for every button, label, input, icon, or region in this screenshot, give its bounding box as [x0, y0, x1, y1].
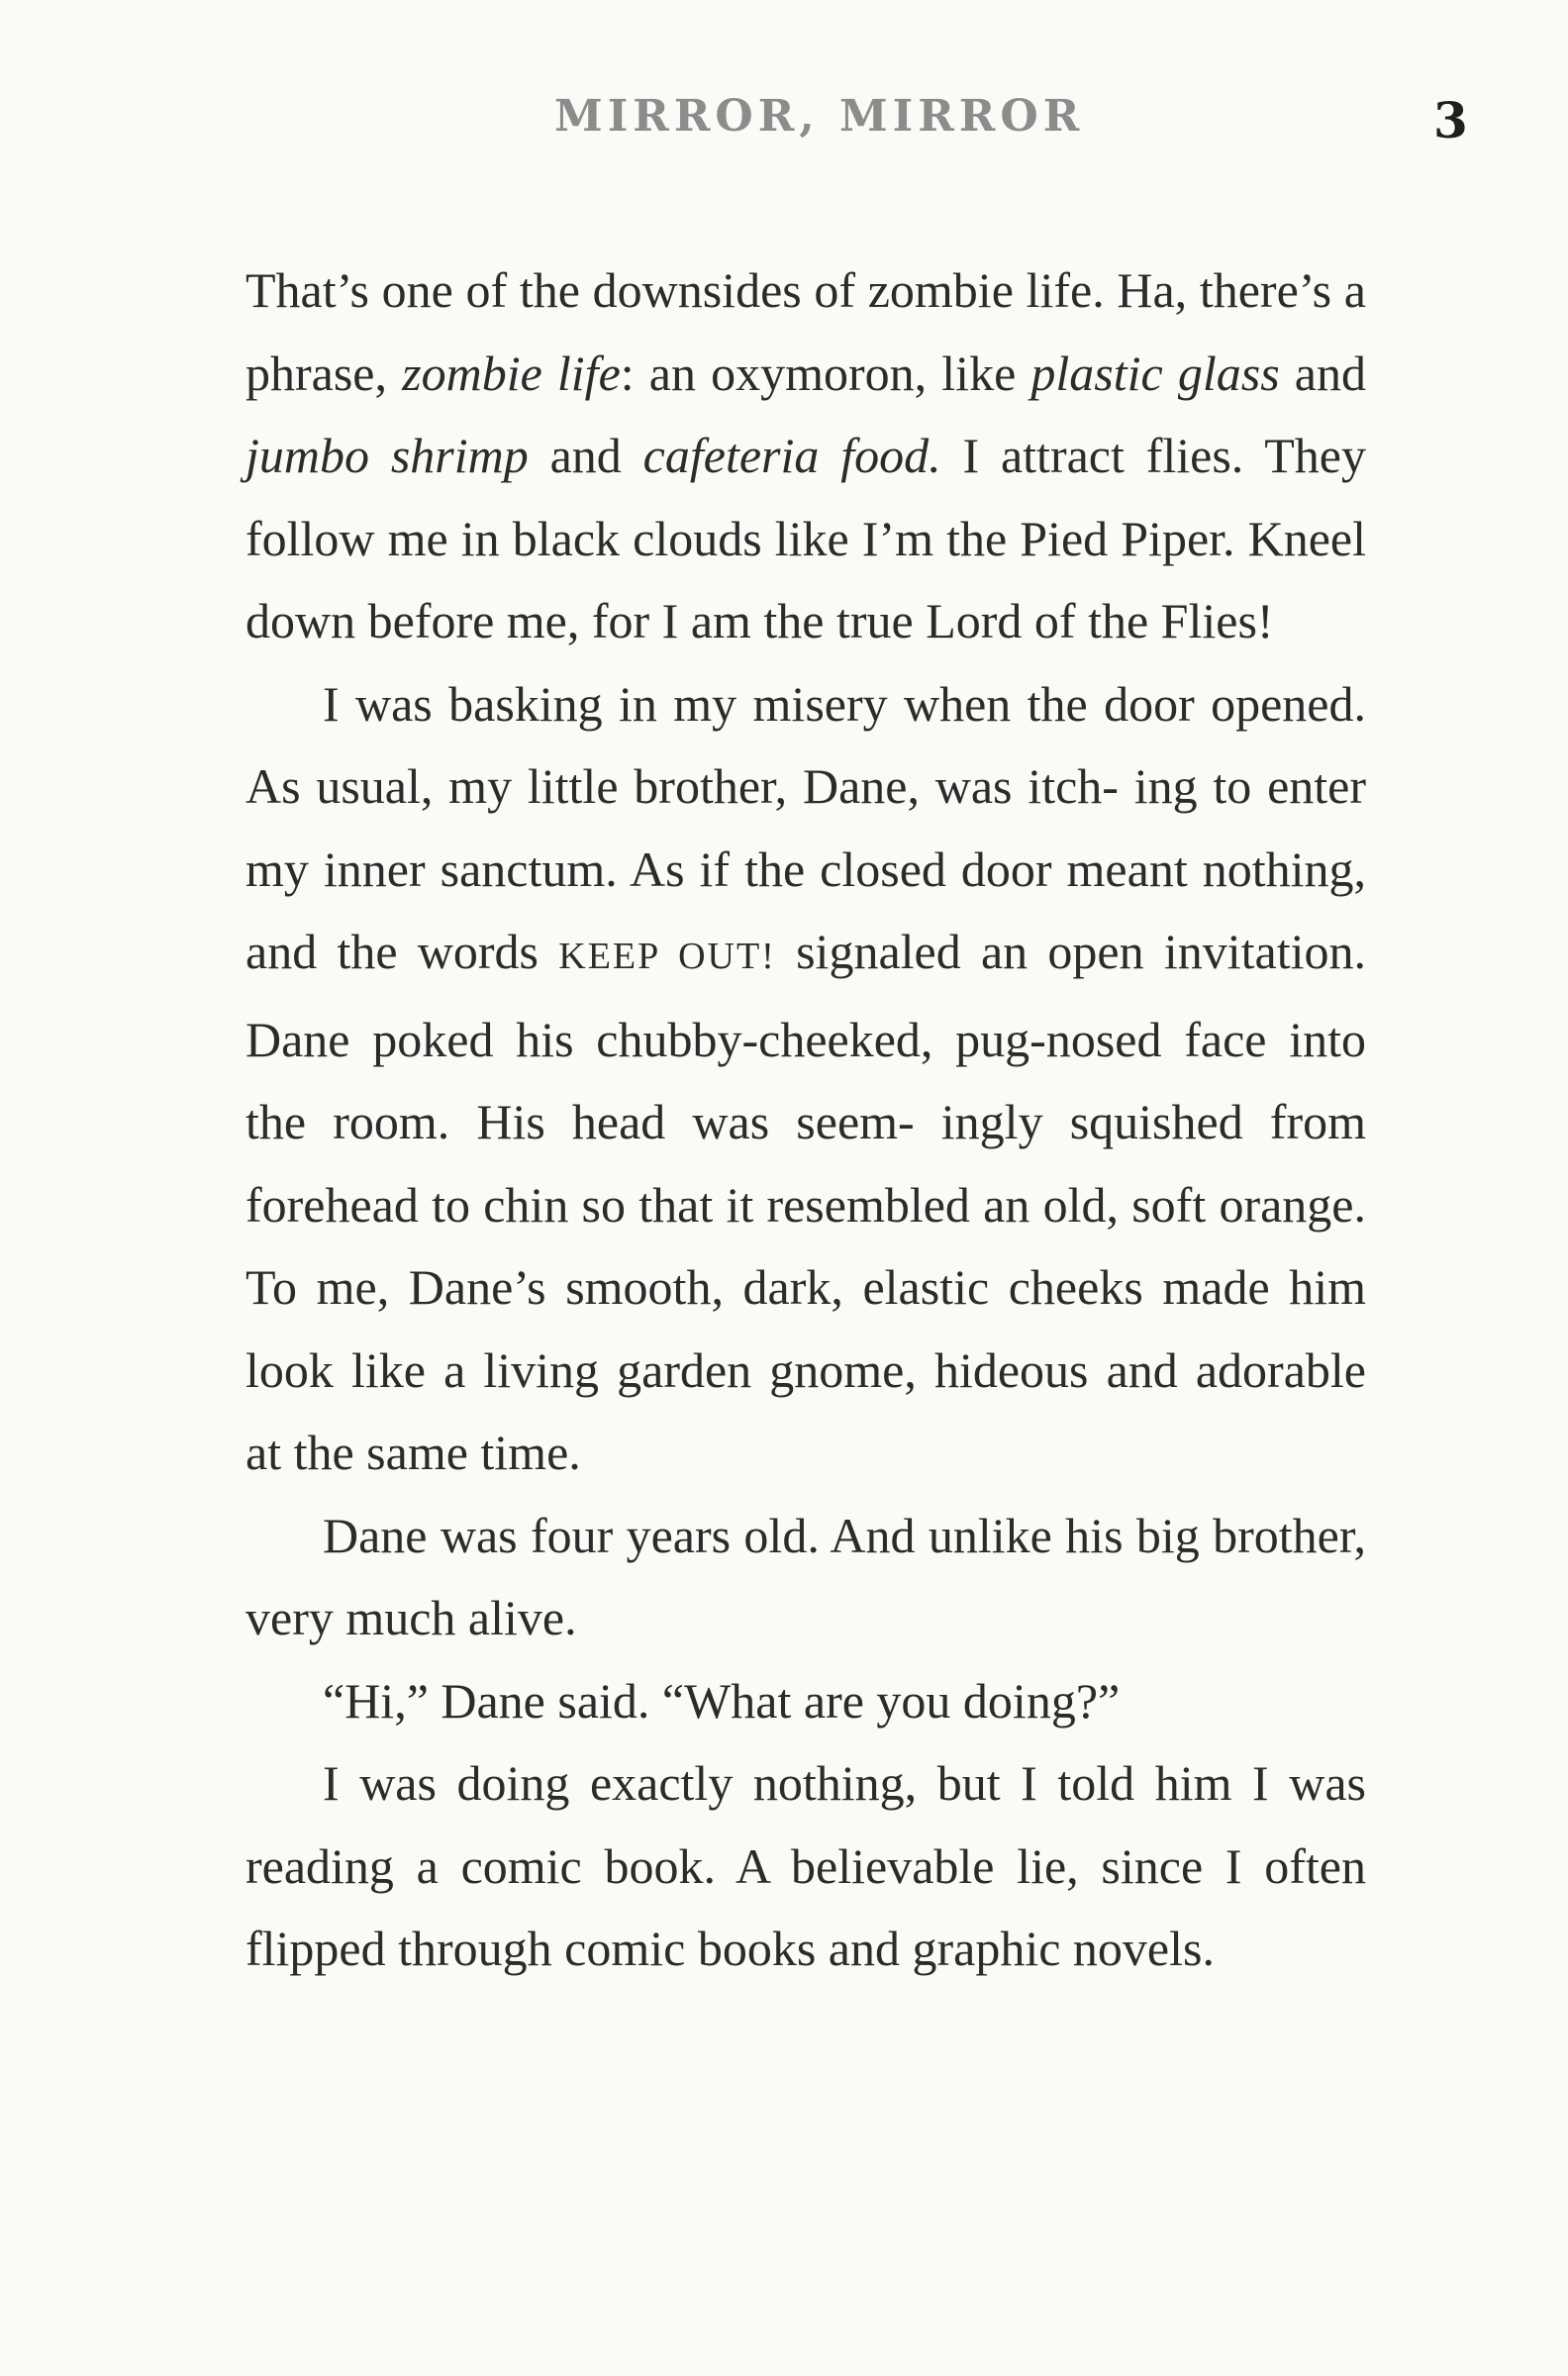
paragraph-2-text-2: signaled an open invitation. Dane poked his chubby-cheeked, pug-nosed face into the room. His head was seem- ingly squished from forehead to chin so that it resembled an old, soft orange. To me, Dane’s smooth, dark, elastic cheeks made him look like a living garden gnome, hideous and adorable at the same time.	[245, 924, 1366, 1480]
paragraph-1-italic-plastic-glass: plastic glass	[1030, 345, 1280, 401]
paragraph-2-small-caps-keep-out: KEEP OUT!	[558, 936, 776, 977]
paragraph-1-italic-jumbo-shrimp: jumbo shrimp	[245, 428, 529, 483]
paragraph-1-text-3: and	[1279, 345, 1366, 401]
running-title: MIRROR, MIRROR	[554, 91, 1085, 142]
paragraph-1-text-2: : an oxymoron, like	[620, 345, 1031, 401]
paragraph-1-text-1: That’s one of the downsides of zombie life. Ha, there’s a phrase,	[245, 262, 1366, 401]
paragraph-1-text-4: and	[528, 428, 643, 483]
paragraph-1-italic-cafeteria-food: cafeteria food.	[642, 428, 941, 483]
running-head	[0, 91, 1568, 160]
body-text	[245, 249, 1366, 1991]
paragraph-1-italic-zombie-life: zombie life	[402, 345, 621, 401]
paragraph-4: “Hi,” Dane said. “What are you doing?”	[323, 1672, 1121, 1729]
page-number: 3	[1433, 91, 1468, 149]
paragraph-1-text-5: I attract flies. They follow me in black clouds like I’m the Pied Piper. Kneel down before me, for I am the true Lord of the Flies!	[245, 428, 1366, 648]
paragraph-5: I was doing exactly nothing, but I told him I was reading a comic book. A believable lie, since I often flipped through comic books and graphic novels.	[245, 1755, 1366, 1976]
paragraph-2	[245, 663, 1366, 1495]
paragraph-1	[245, 249, 1366, 663]
paragraph-2-text-1: I was basking in my misery when the door opened. As usual, my little brother, Dane, was itch- ing to enter my inner sanctum. As if the closed door meant nothing, and the words	[245, 675, 1366, 979]
paragraph-3: Dane was four years old. And unlike his big brother, very much alive.	[245, 1507, 1366, 1645]
